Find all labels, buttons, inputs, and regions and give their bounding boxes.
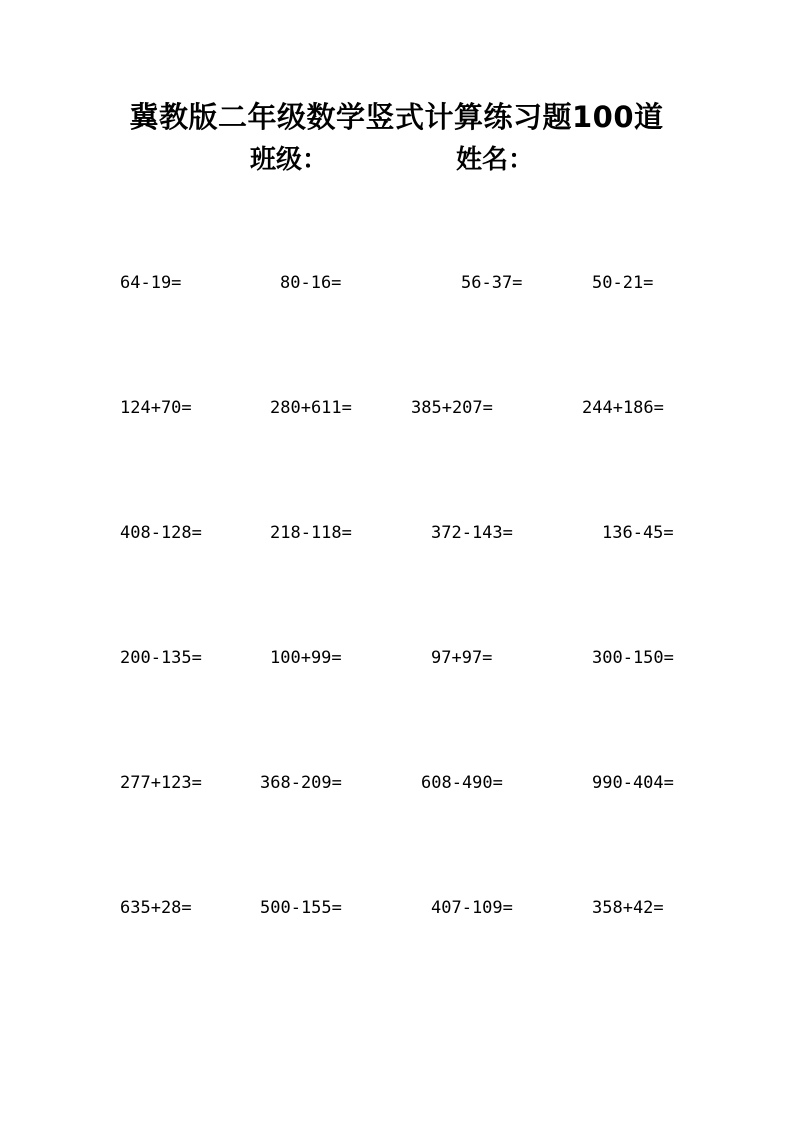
page-title: 冀教版二年级数学竖式计算练习题100道 bbox=[129, 100, 664, 134]
problem-4-3: 97+97= bbox=[431, 648, 493, 668]
problem-1-2: 80-16= bbox=[280, 273, 342, 293]
problem-3-3: 372-143= bbox=[431, 523, 513, 543]
name-label: 姓名： bbox=[456, 145, 535, 175]
problem-6-4: 358+42= bbox=[592, 898, 664, 918]
problem-6-1: 635+28= bbox=[120, 898, 192, 918]
problem-2-2: 280+611= bbox=[270, 398, 352, 418]
problem-1-3: 56-37= bbox=[461, 273, 523, 293]
problem-6-2: 500-155= bbox=[260, 898, 342, 918]
problem-1-1: 64-19= bbox=[120, 273, 182, 293]
problem-4-1: 200-135= bbox=[120, 648, 202, 668]
problem-3-1: 408-128= bbox=[120, 523, 202, 543]
problem-3-4: 136-45= bbox=[602, 523, 674, 543]
problem-2-3: 385+207= bbox=[411, 398, 493, 418]
problem-6-3: 407-109= bbox=[431, 898, 513, 918]
problem-1-4: 50-21= bbox=[592, 273, 654, 293]
problem-5-2: 368-209= bbox=[260, 773, 342, 793]
problem-2-4: 244+186= bbox=[582, 398, 664, 418]
problem-3-2: 218-118= bbox=[270, 523, 352, 543]
problem-2-1: 124+70= bbox=[120, 398, 192, 418]
problem-5-1: 277+123= bbox=[120, 773, 202, 793]
problem-4-4: 300-150= bbox=[592, 648, 674, 668]
problem-5-4: 990-404= bbox=[592, 773, 674, 793]
class-label: 班级： bbox=[250, 145, 329, 175]
problem-5-3: 608-490= bbox=[421, 773, 503, 793]
problem-4-2: 100+99= bbox=[270, 648, 342, 668]
